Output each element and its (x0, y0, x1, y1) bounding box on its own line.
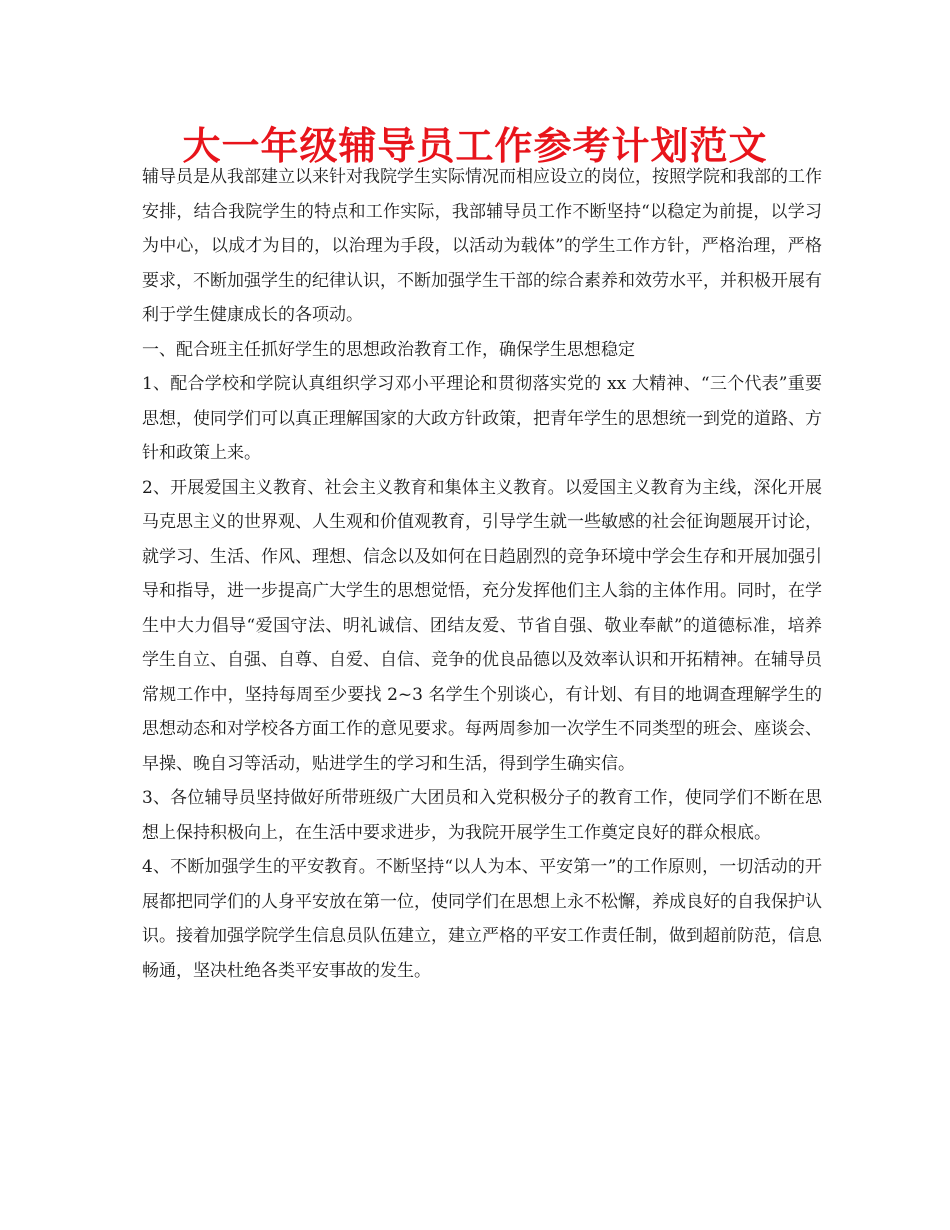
paragraph-intro: 辅导员是从我部建立以来针对我院学生实际情况而相应设立的岗位，按照学院和我部的工作安排，结合我院学生的特点和工作实际，我部辅导员工作不断坚持“以稳定为前提，以学习为中心，以成才为目的，以治理为手段，以活动为载体”的学生工作方针，严格治理，严格要求，不断加强学生的纪律认识，不断加强学生干部的综合素养和效劳水平，并积极开展有利于学生健康成长的各项动。 (142, 167, 822, 325)
paragraph-item-4: 4、不断加强学生的平安教育。不断坚持“以人为本、平安第一”的工作原则，一切活动的开展都把同学们的人身平安放在第一位，使同学们在思想上永不松懈，养成良好的自我保护认识。接着加强学院学生信息员队伍建立，建立严格的平安工作责任制，做到超前防范，信息畅通，坚决杜绝各类平安事故的发生。 (142, 857, 822, 981)
document-body (142, 160, 822, 988)
paragraph-item-1: 1、配合学校和学院认真组织学习邓小平理论和贯彻落实党的 xx 大精神、“三个代表”重要思想，使同学们可以真正理解国家的大政方针政策，把青年学生的思想统一到党的道路、方针和政策上来。 (142, 374, 822, 463)
document-title: 大一年级辅导员工作参考计划范文 (182, 124, 768, 168)
paragraph-item-3: 3、各位辅导员坚持做好所带班级广大团员和入党积极分子的教育工作，使同学们不断在思想上保持积极向上，在生活中要求进步，为我院开展学生工作奠定良好的群众根底。 (142, 788, 822, 843)
section-heading-1: 一、配合班主任抓好学生的思想政治教育工作，确保学生思想稳定 (142, 339, 635, 360)
paragraph-item-2: 2、开展爱国主义教育、社会主义教育和集体主义教育。以爱国主义教育为主线，深化开展马克思主义的世界观、人生观和价值观教育，引导学生就一些敏感的社会征询题展开讨论，就学习、生活、作风、理想、信念以及如何在日趋剧烈的竞争环境中学会生存和开展加强引导和指导，进一步提高广大学生的思想觉悟，充分发挥他们主人翁的主体作用。同时，在学生中大力倡导“爱国守法、明礼诚信、团结友爱、节省自强、敬业奉献”的道德标准，培养学生自立、自强、自尊、自爱、自信、竞争的优良品德以及效率认识和开拓精神。在辅导员常规工作中，坚持每周至少要找 2~3 名学生个别谈心，有计划、有目的地调查理解学生的思想动态和对学校各方面工作的意见要求。每两周参加一次学生不同类型的班会、座谈会、早操、晚自习等活动，贴进学生的学习和生活，得到学生确实信。 (142, 477, 822, 774)
